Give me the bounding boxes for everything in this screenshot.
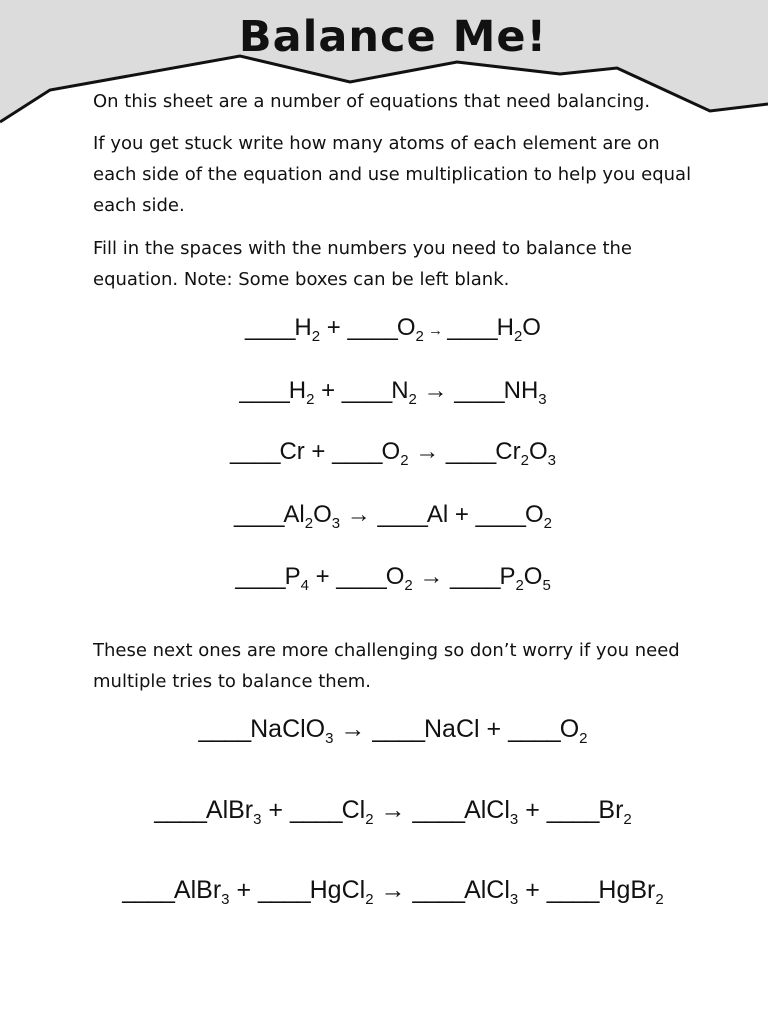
answer-blank: ____ [447, 314, 497, 341]
answer-blank: ____ [235, 563, 285, 590]
instructions-paragraph: Fill in the spaces with the numbers you need to balance the equation. Note: Some boxes can be left blank. [93, 238, 633, 290]
subscript: 2 [311, 327, 321, 345]
symbol: P [499, 563, 516, 590]
arrow-icon: → [333, 715, 373, 743]
symbol: HgBr [598, 876, 656, 904]
subscript: 3 [547, 451, 556, 469]
symbol: AlBr [205, 796, 254, 824]
symbol: NH [503, 377, 539, 404]
plus-sign: + [229, 876, 258, 904]
symbol: O [524, 501, 544, 528]
subscript: 2 [415, 327, 424, 345]
arrow-icon: → [373, 796, 413, 824]
subscript: 3 [538, 390, 547, 408]
symbol: Cl [341, 796, 366, 824]
subscript: 3 [325, 730, 334, 747]
equation-7 [0, 795, 768, 835]
arrow-icon: → [416, 377, 455, 404]
subscript: 2 [404, 576, 413, 594]
subscript: 2 [365, 891, 374, 908]
symbol: NaCl [424, 715, 480, 743]
subscript: 2 [520, 451, 529, 469]
subscript: 2 [655, 891, 664, 908]
symbol: H [288, 377, 307, 404]
symbol: O [396, 314, 416, 341]
answer-blank: ____ [122, 876, 174, 904]
answer-blank: ____ [445, 438, 496, 465]
answer-blank: ____ [347, 314, 397, 341]
subscript: 2 [623, 811, 632, 828]
answer-blank: ____ [341, 377, 392, 404]
answer-blank: ____ [239, 377, 289, 404]
answer-blank: ____ [258, 876, 310, 904]
answer-blank: ____ [412, 876, 465, 904]
plus-sign: + [320, 314, 348, 341]
subscript: 2 [515, 576, 524, 594]
arrow-icon: → [423, 322, 448, 339]
symbol: P [284, 563, 301, 590]
symbol: Cr [279, 438, 305, 465]
symbol: AlBr [173, 876, 222, 904]
symbol: N [391, 377, 409, 404]
subscript: 2 [304, 514, 314, 532]
plus-sign: + [448, 501, 476, 528]
symbol: O [559, 715, 580, 743]
answer-blank: ____ [230, 438, 280, 465]
answer-blank: ____ [508, 715, 560, 743]
subscript: 5 [542, 576, 551, 594]
equation-3 [0, 437, 768, 476]
answer-blank: ____ [372, 715, 424, 743]
symbol: Br [598, 796, 624, 824]
plus-sign: + [518, 876, 547, 904]
subscript: 3 [253, 811, 262, 828]
subscript: 3 [331, 514, 341, 532]
plus-sign: + [308, 563, 337, 590]
plus-sign: + [479, 715, 509, 743]
plus-sign: + [304, 438, 333, 465]
arrow-icon: → [340, 501, 378, 528]
answer-blank: ____ [336, 563, 386, 590]
subscript: 3 [221, 891, 230, 908]
hint-paragraph: If you get stuck write how many atoms of each element are on each side of the equation and use multiplication to help you equal each side. [93, 133, 692, 216]
symbol: O [523, 563, 543, 590]
answer-blank: ____ [198, 715, 251, 743]
equation-1 [0, 313, 768, 352]
symbol: HgCl [309, 876, 366, 904]
symbol: Cr [495, 438, 521, 465]
symbol: Al [426, 501, 449, 528]
symbol: AlCl [464, 796, 510, 824]
answer-blank: ____ [289, 796, 342, 824]
answer-blank: ____ [332, 438, 382, 465]
equation-4 [0, 500, 768, 539]
symbol: O [528, 438, 548, 465]
subscript: 2 [579, 730, 588, 747]
symbol: O [381, 438, 401, 465]
answer-blank: ____ [412, 796, 465, 824]
subscript: 2 [365, 811, 374, 828]
plus-sign: + [261, 796, 290, 824]
equation-8 [0, 875, 768, 915]
equation-2 [0, 376, 768, 415]
symbol: O [522, 314, 541, 341]
subscript: 3 [509, 811, 519, 828]
answer-blank: ____ [245, 314, 295, 341]
arrow-icon: → [408, 438, 446, 465]
plus-sign: + [518, 796, 547, 824]
symbol: O [313, 501, 332, 528]
plus-sign: + [314, 377, 342, 404]
challenge-paragraph: These next ones are more challenging so don’t worry if you need multiple tries to balance them. [93, 640, 680, 692]
subscript: 2 [408, 390, 417, 408]
symbol: AlCl [464, 876, 510, 904]
answer-blank: ____ [454, 377, 504, 404]
arrow-icon: → [412, 563, 451, 590]
subscript: 2 [306, 390, 315, 408]
answer-blank: ____ [546, 876, 599, 904]
symbol: NaClO [250, 715, 326, 743]
answer-blank: ____ [234, 501, 284, 528]
subscript: 2 [513, 327, 523, 345]
equation-5 [0, 562, 768, 601]
subscript: 2 [543, 514, 552, 532]
symbol: Al [283, 501, 305, 528]
symbol: H [294, 314, 312, 341]
answer-blank: ____ [377, 501, 427, 528]
symbol: H [496, 314, 514, 341]
answer-blank: ____ [450, 563, 500, 590]
equation-6 [0, 714, 768, 754]
page-title: Balance Me! [238, 12, 548, 62]
arrow-icon: → [373, 876, 413, 904]
answer-blank: ____ [154, 796, 206, 824]
intro-paragraph: On this sheet are a number of equations that need balancing. [93, 91, 651, 112]
symbol: O [385, 563, 405, 590]
subscript: 4 [300, 576, 309, 594]
answer-blank: ____ [475, 501, 525, 528]
subscript: 3 [509, 891, 519, 908]
answer-blank: ____ [546, 796, 599, 824]
subscript: 2 [400, 451, 409, 469]
